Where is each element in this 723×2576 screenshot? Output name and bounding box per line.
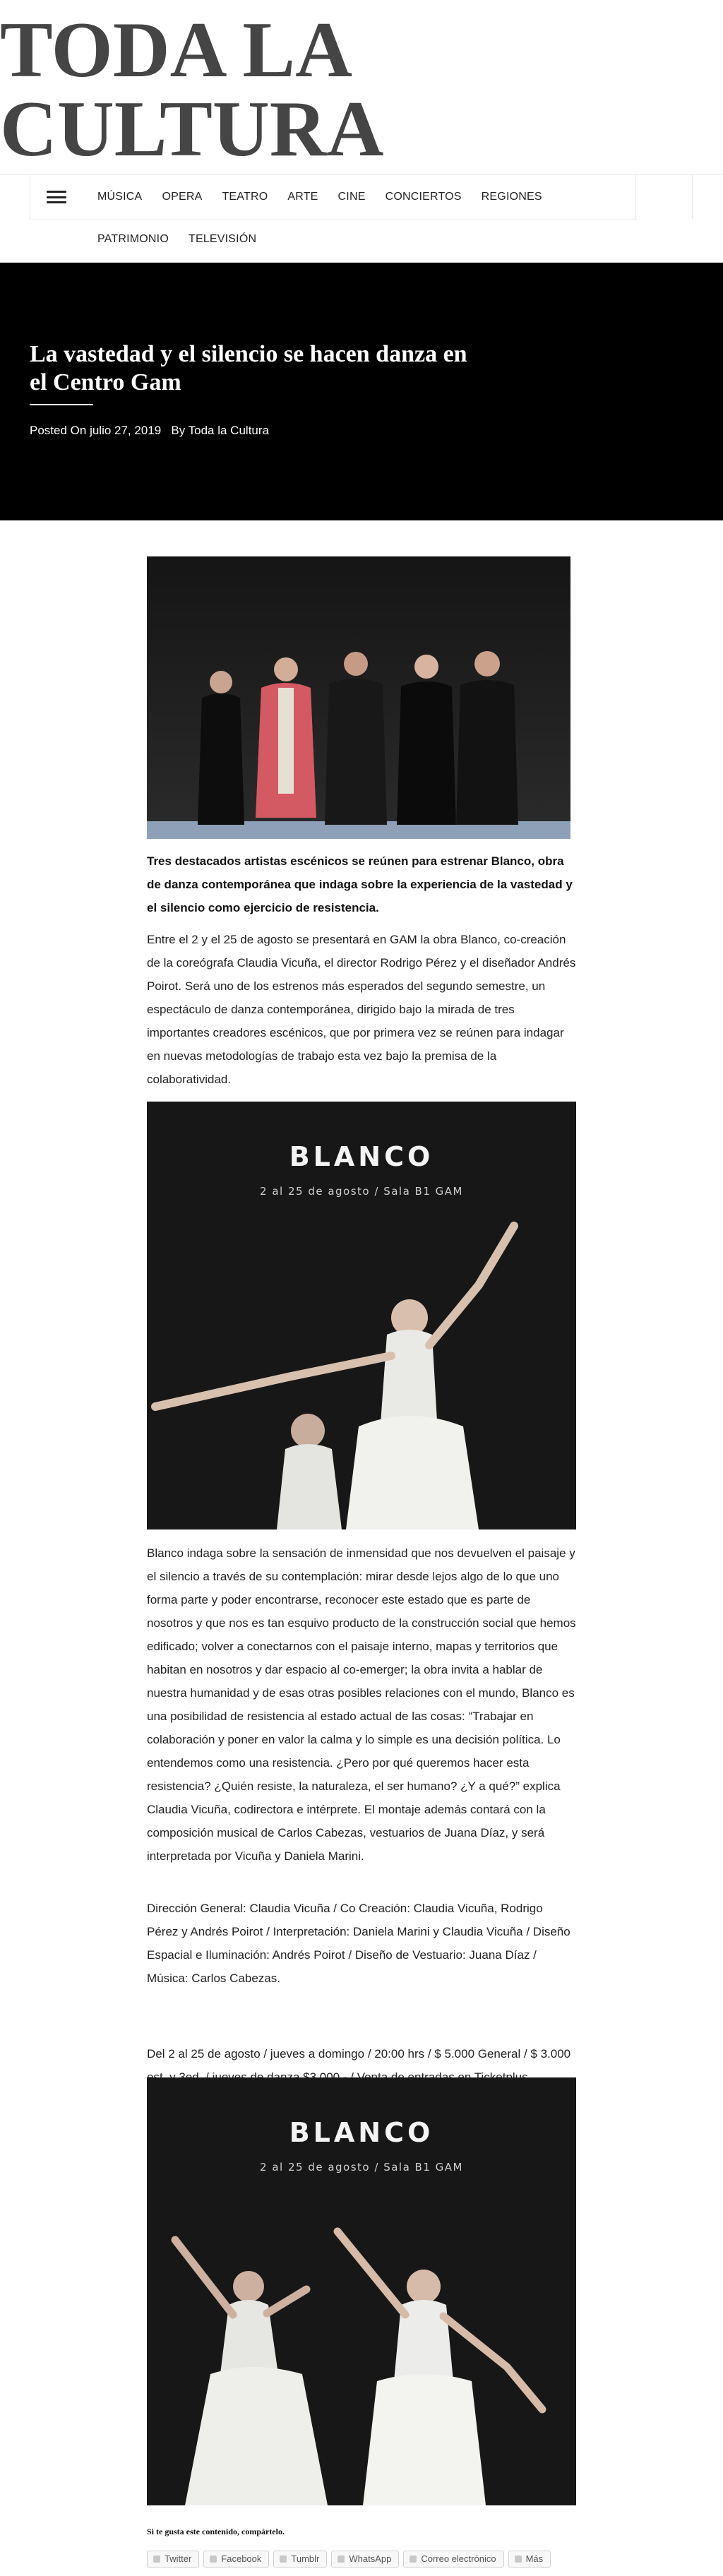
share-twitter-button[interactable]: Twitter <box>147 2551 199 2568</box>
poster-image-2 <box>147 2077 576 2505</box>
poster-title: BLANCO <box>289 2117 434 2148</box>
nav-divider <box>635 175 636 219</box>
post-title: La vastedad y el silencio se hacen danza en el Centro Gam <box>30 341 467 395</box>
hamburger-icon[interactable] <box>47 189 66 205</box>
nav-item-musica[interactable]: MÚSICA <box>97 191 143 203</box>
poster-subtitle: 2 al 25 de agosto / Sala B1 GAM <box>260 2161 463 2174</box>
share-buttons <box>147 2551 551 2568</box>
featured-photo <box>147 556 570 839</box>
share-email-button[interactable]: Correo electrónico <box>403 2551 503 2568</box>
share-tumblr-button[interactable]: Tumblr <box>273 2551 327 2568</box>
poster-image-1 <box>147 1102 576 1530</box>
nav-item-teatro[interactable]: TEATRO <box>222 191 268 203</box>
by-label: By <box>171 424 186 437</box>
title-divider <box>30 404 93 405</box>
site-header <box>0 0 723 175</box>
share-facebook-button[interactable]: Facebook <box>203 2551 269 2568</box>
article-paragraph-2: Blanco indaga sobre la sensación de inmensidad que nos devuelven el paisaje y el silencio a través de su contemplación: mirar desde lejos algo de lo que uno forma parte y poder encontrarse, reconocer este estado que es parte de nosotros y que nos es tan esquivo producto de la construcción social que hemos edificado; volver a conectarnos con el paisaje interno, mapas y territorios que habitan en nosotros y dar espacio al co-emerger; la obra invita a hablar de nuestra humanidad y de esas otras posibles relaciones con el mundo, Blanco es una posibilidad de resistencia al estado actual de las cosas: “Trabajar en colaboración y poner en valor la calma y lo simple es una decisión política. Lo entendemos como una resistencia. ¿Pero por qué queremos hacer esta resistencia? ¿Quién resiste, la naturaleza, el ser humano? ¿Y a qué?” explica Claudia Vicuña, codirectora e intérprete. El montaje además contará con la composición musical de Carlos Cabezas, vestuarios de Juana Díaz, y será interpretada por Vicuña y Daniela Marini. <box>147 1546 576 1863</box>
main-nav <box>0 175 723 263</box>
post-hero <box>0 263 723 520</box>
nav-item-arte[interactable]: ARTE <box>287 191 318 203</box>
share-heading: Si te gusta este contenido, compártelo. <box>147 2527 285 2536</box>
article-paragraph-1: Entre el 2 y el 25 de agosto se presentará en GAM la obra Blanco, co-creación de la coreógrafa Claudia Vicuña, el director Rodrigo Pérez y el diseñador Andrés Poirot. Será uno de los estrenos más esperados del segundo semestre, un espectáculo de danza contemporánea, dirigido bajo la mirada de tres importantes creadores escénicos, que por primera vez se reúnen para indagar en nuevas metodologías de trabajo esta vez bajo la premisa de la colaboratividad. <box>147 933 576 1086</box>
blanco-poster <box>147 1102 576 1530</box>
article-paragraph-3: Dirección General: Claudia Vicuña / Co Creación: Claudia Vicuña, Rodrigo Pérez y Andrés Poirot / Interpretación: Daniela Marini y Claudia Vicuña / Diseño Espacial e Iluminación: Andrés Poirot / Diseño de Vestuario: Juana Díaz / Música: Carlos Cabezas. <box>147 1902 570 1985</box>
nav-divider <box>30 219 637 220</box>
posted-label: Posted On <box>30 424 87 437</box>
nav-divider <box>692 175 693 219</box>
article-paragraph-4: Del 2 al 25 de agosto / jueves a domingo / 20:00 hrs / $ 5.000 General / $ 3.000 <box>147 2047 571 2061</box>
share-whatsapp-button[interactable]: WhatsApp <box>331 2551 399 2568</box>
nav-item-cine[interactable]: CINE <box>337 191 366 203</box>
poster-title: BLANCO <box>289 1141 434 1172</box>
post-date-link[interactable]: julio 27, 2019 <box>90 424 162 437</box>
artists-group-photo <box>147 556 570 839</box>
blanco-poster <box>147 2077 576 2505</box>
nav-item-television[interactable]: TELEVISIÓN <box>188 233 257 245</box>
nav-item-patrimonio[interactable]: PATRIMONIO <box>97 233 169 245</box>
nav-row-secondary <box>97 232 276 247</box>
nav-item-regiones[interactable]: REGIONES <box>481 191 542 203</box>
share-more-button[interactable]: Más <box>508 2551 551 2568</box>
poster-subtitle: 2 al 25 de agosto / Sala B1 GAM <box>260 1185 463 1198</box>
post-meta <box>30 424 269 438</box>
site-title[interactable]: TODA LA CULTURA <box>0 6 384 173</box>
author-link[interactable]: Toda la Cultura <box>188 424 269 437</box>
nav-row-primary <box>97 189 562 205</box>
nav-item-opera[interactable]: OPERA <box>162 191 203 203</box>
nav-item-conciertos[interactable]: CONCIERTOS <box>385 191 462 203</box>
article-lead: Tres destacados artistas escénicos se reúnen para estrenar Blanco, obra de danza contemporánea que indaga sobre la experiencia de la vastedad y el silencio como ejercicio de resistencia. <box>147 854 573 914</box>
